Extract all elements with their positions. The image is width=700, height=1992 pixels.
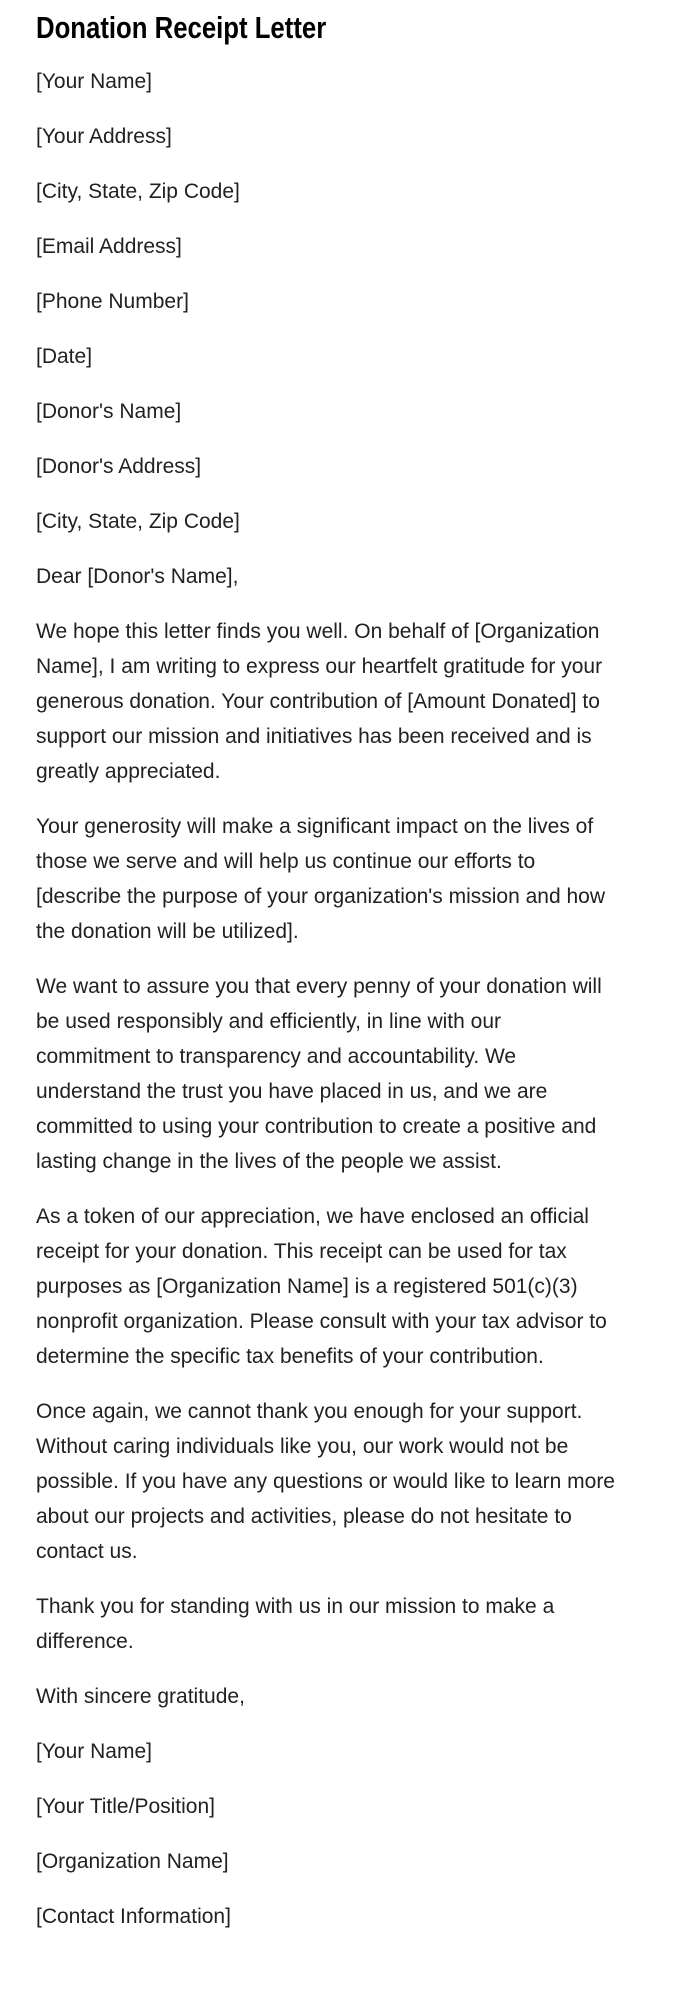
sender-phone-line: [Phone Number] (36, 290, 189, 313)
body-paragraph-2: Your generosity will make a significant impact on the lives of those we serve and will help us continue our efforts to [describe the purpose of your organization's mission and how the donation will be utilized]. (36, 815, 605, 943)
body-paragraph-3: We want to assure you that every penny of your donation will be used responsibly and efficiently, in line with our commitment to transparency and accountability. We understand the trust you have placed in us, and we are committed to using your contribution to create a positive and lasting change in the lives of the people we assist. (36, 975, 602, 1173)
date-line: [Date] (36, 345, 93, 368)
body-paragraph-4: As a token of our appreciation, we have enclosed an official receipt for your donation. This receipt can be used for tax purposes as [Organization Name] is a registered 501(c)(3) nonprofit organization. Please consult with your tax advisor to determine the specific tax benefits of your contribution. (36, 1205, 607, 1368)
letter-title: Donation Receipt Letter (36, 10, 327, 45)
sender-email-line: [Email Address] (36, 235, 182, 258)
donor-name-line: [Donor's Name] (36, 400, 182, 423)
body-paragraph-5: Once again, we cannot thank you enough for your support. Without caring individuals like you, our work would not be possible. If you have any questions or would like to learn more about our projects and activities, please do not hesitate to contact us. (36, 1400, 615, 1563)
salutation-line: Dear [Donor's Name], (36, 565, 239, 588)
closing-line: With sincere gratitude, (36, 1685, 245, 1708)
signature-contact-line: [Contact Information] (36, 1905, 231, 1928)
donor-address-line: [Donor's Address] (36, 455, 202, 478)
sender-address-line: [Your Address] (36, 125, 172, 148)
body-paragraph-6: Thank you for standing with us in our mission to make a difference. (36, 1595, 555, 1653)
sender-name-line: [Your Name] (36, 70, 152, 93)
signature-title-line: [Your Title/Position] (36, 1795, 215, 1818)
signature-organization-line: [Organization Name] (36, 1850, 229, 1873)
donor-city-state-zip-line: [City, State, Zip Code] (36, 510, 240, 533)
sender-city-state-zip-line: [City, State, Zip Code] (36, 180, 240, 203)
body-paragraph-1: We hope this letter finds you well. On behalf of [Organization Name], I am writing to express our heartfelt gratitude for your generous donation. Your contribution of [Amount Donated] to support our mission and initiatives has been received and is greatly appreciated. (36, 620, 603, 783)
signature-name-line: [Your Name] (36, 1740, 152, 1763)
